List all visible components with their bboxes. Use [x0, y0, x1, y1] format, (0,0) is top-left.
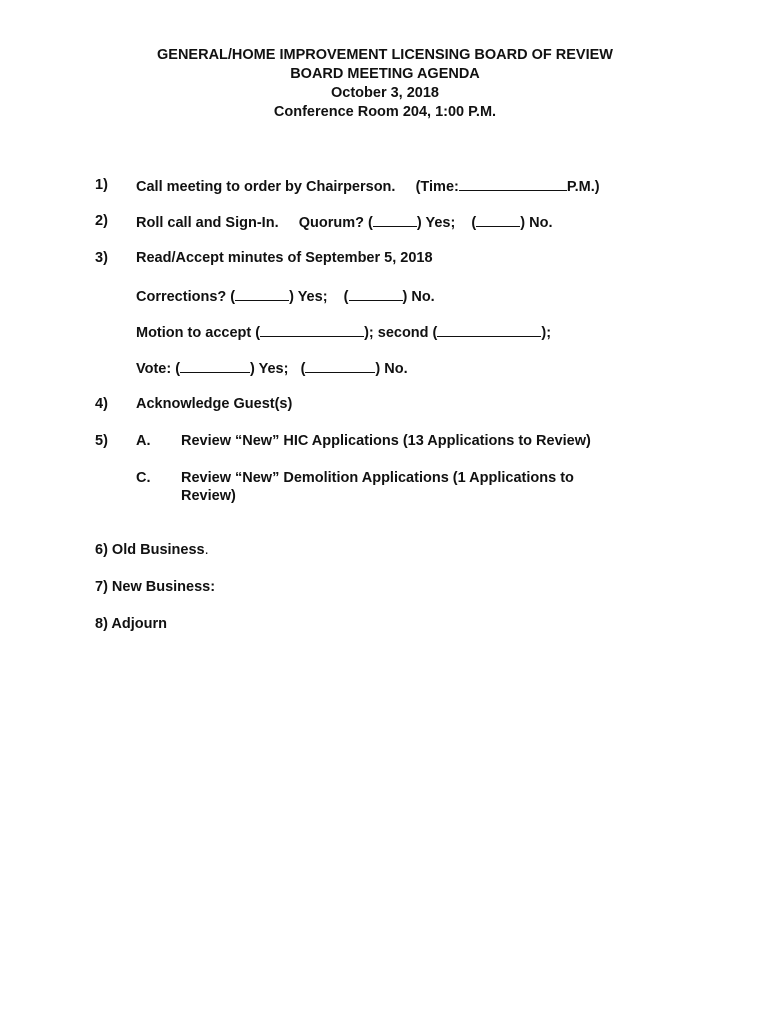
- old-business-dot: .: [204, 542, 209, 558]
- vote-line: [136, 358, 408, 378]
- demolition-applications-text-cont: Review): [181, 488, 236, 504]
- quorum-no-blank[interactable]: [476, 212, 520, 227]
- quorum-no-open: (: [471, 215, 477, 231]
- hic-applications-text: Review “New” HIC Applications (13 Applications to Review): [181, 433, 591, 449]
- board-title: GENERAL/HOME IMPROVEMENT LICENSING BOARD OF REVIEW: [157, 47, 613, 63]
- item-number: 1): [95, 177, 108, 193]
- quorum-no-label: ) No.: [520, 215, 553, 231]
- corrections-no-open: (: [343, 289, 349, 305]
- old-business-text: 6) Old Business: [95, 542, 205, 558]
- item-number: 3): [95, 250, 108, 266]
- meeting-location: Conference Room 204, 1:00 P.M.: [273, 104, 497, 120]
- item-number: 2): [95, 213, 108, 229]
- item-number: 5): [95, 433, 108, 449]
- roll-call-text: Roll call and Sign-In.: [136, 215, 279, 231]
- motion-label: Motion to accept (: [136, 325, 261, 341]
- corrections-no-blank[interactable]: [349, 286, 403, 301]
- corrections-yes-label: ) Yes;: [289, 289, 328, 305]
- agenda-header: [0, 46, 770, 122]
- corrections-line: [136, 286, 435, 306]
- quorum-yes-blank[interactable]: [373, 212, 417, 227]
- guests-text: Acknowledge Guest(s): [136, 396, 293, 412]
- quorum-label: Quorum? (: [298, 215, 373, 231]
- vote-yes-blank[interactable]: [180, 358, 250, 373]
- vote-no-blank[interactable]: [305, 358, 375, 373]
- minutes-text: Read/Accept minutes of September 5, 2018: [136, 250, 433, 266]
- quorum-yes-label: ) Yes;: [416, 215, 456, 231]
- call-to-order-text: Call meeting to order by Chairperson.: [136, 179, 396, 195]
- vote-no-open: (: [300, 361, 306, 377]
- agenda-item-7: 7) New Business:: [95, 579, 216, 595]
- time-suffix: P.M.): [566, 179, 600, 195]
- subitem-label: A.: [136, 433, 151, 449]
- agenda-item-8: 8) Adjourn: [95, 616, 167, 632]
- agenda-title: BOARD MEETING AGENDA: [290, 66, 480, 82]
- motion-line: [136, 322, 551, 342]
- item-text: [136, 212, 552, 232]
- subitem-label: C.: [136, 470, 151, 486]
- demolition-applications-text: Review “New” Demolition Applications (1 Applications to: [181, 470, 574, 486]
- vote-label: Vote: (: [136, 361, 181, 377]
- corrections-no-label: ) No.: [402, 289, 435, 305]
- motion-blank[interactable]: [260, 322, 364, 337]
- time-label: (Time:: [415, 179, 459, 195]
- motion-end: );: [541, 325, 552, 341]
- vote-yes-label: ) Yes;: [250, 361, 289, 377]
- agenda-item-6: [95, 541, 209, 559]
- second-label: ); second (: [364, 325, 438, 341]
- item-text: [136, 176, 600, 196]
- corrections-yes-blank[interactable]: [235, 286, 289, 301]
- item-number: 4): [95, 396, 108, 412]
- vote-no-label: ) No.: [375, 361, 408, 377]
- meeting-date: October 3, 2018: [331, 85, 439, 101]
- second-blank[interactable]: [437, 322, 541, 337]
- corrections-label: Corrections? (: [136, 289, 236, 305]
- time-blank[interactable]: [459, 176, 567, 191]
